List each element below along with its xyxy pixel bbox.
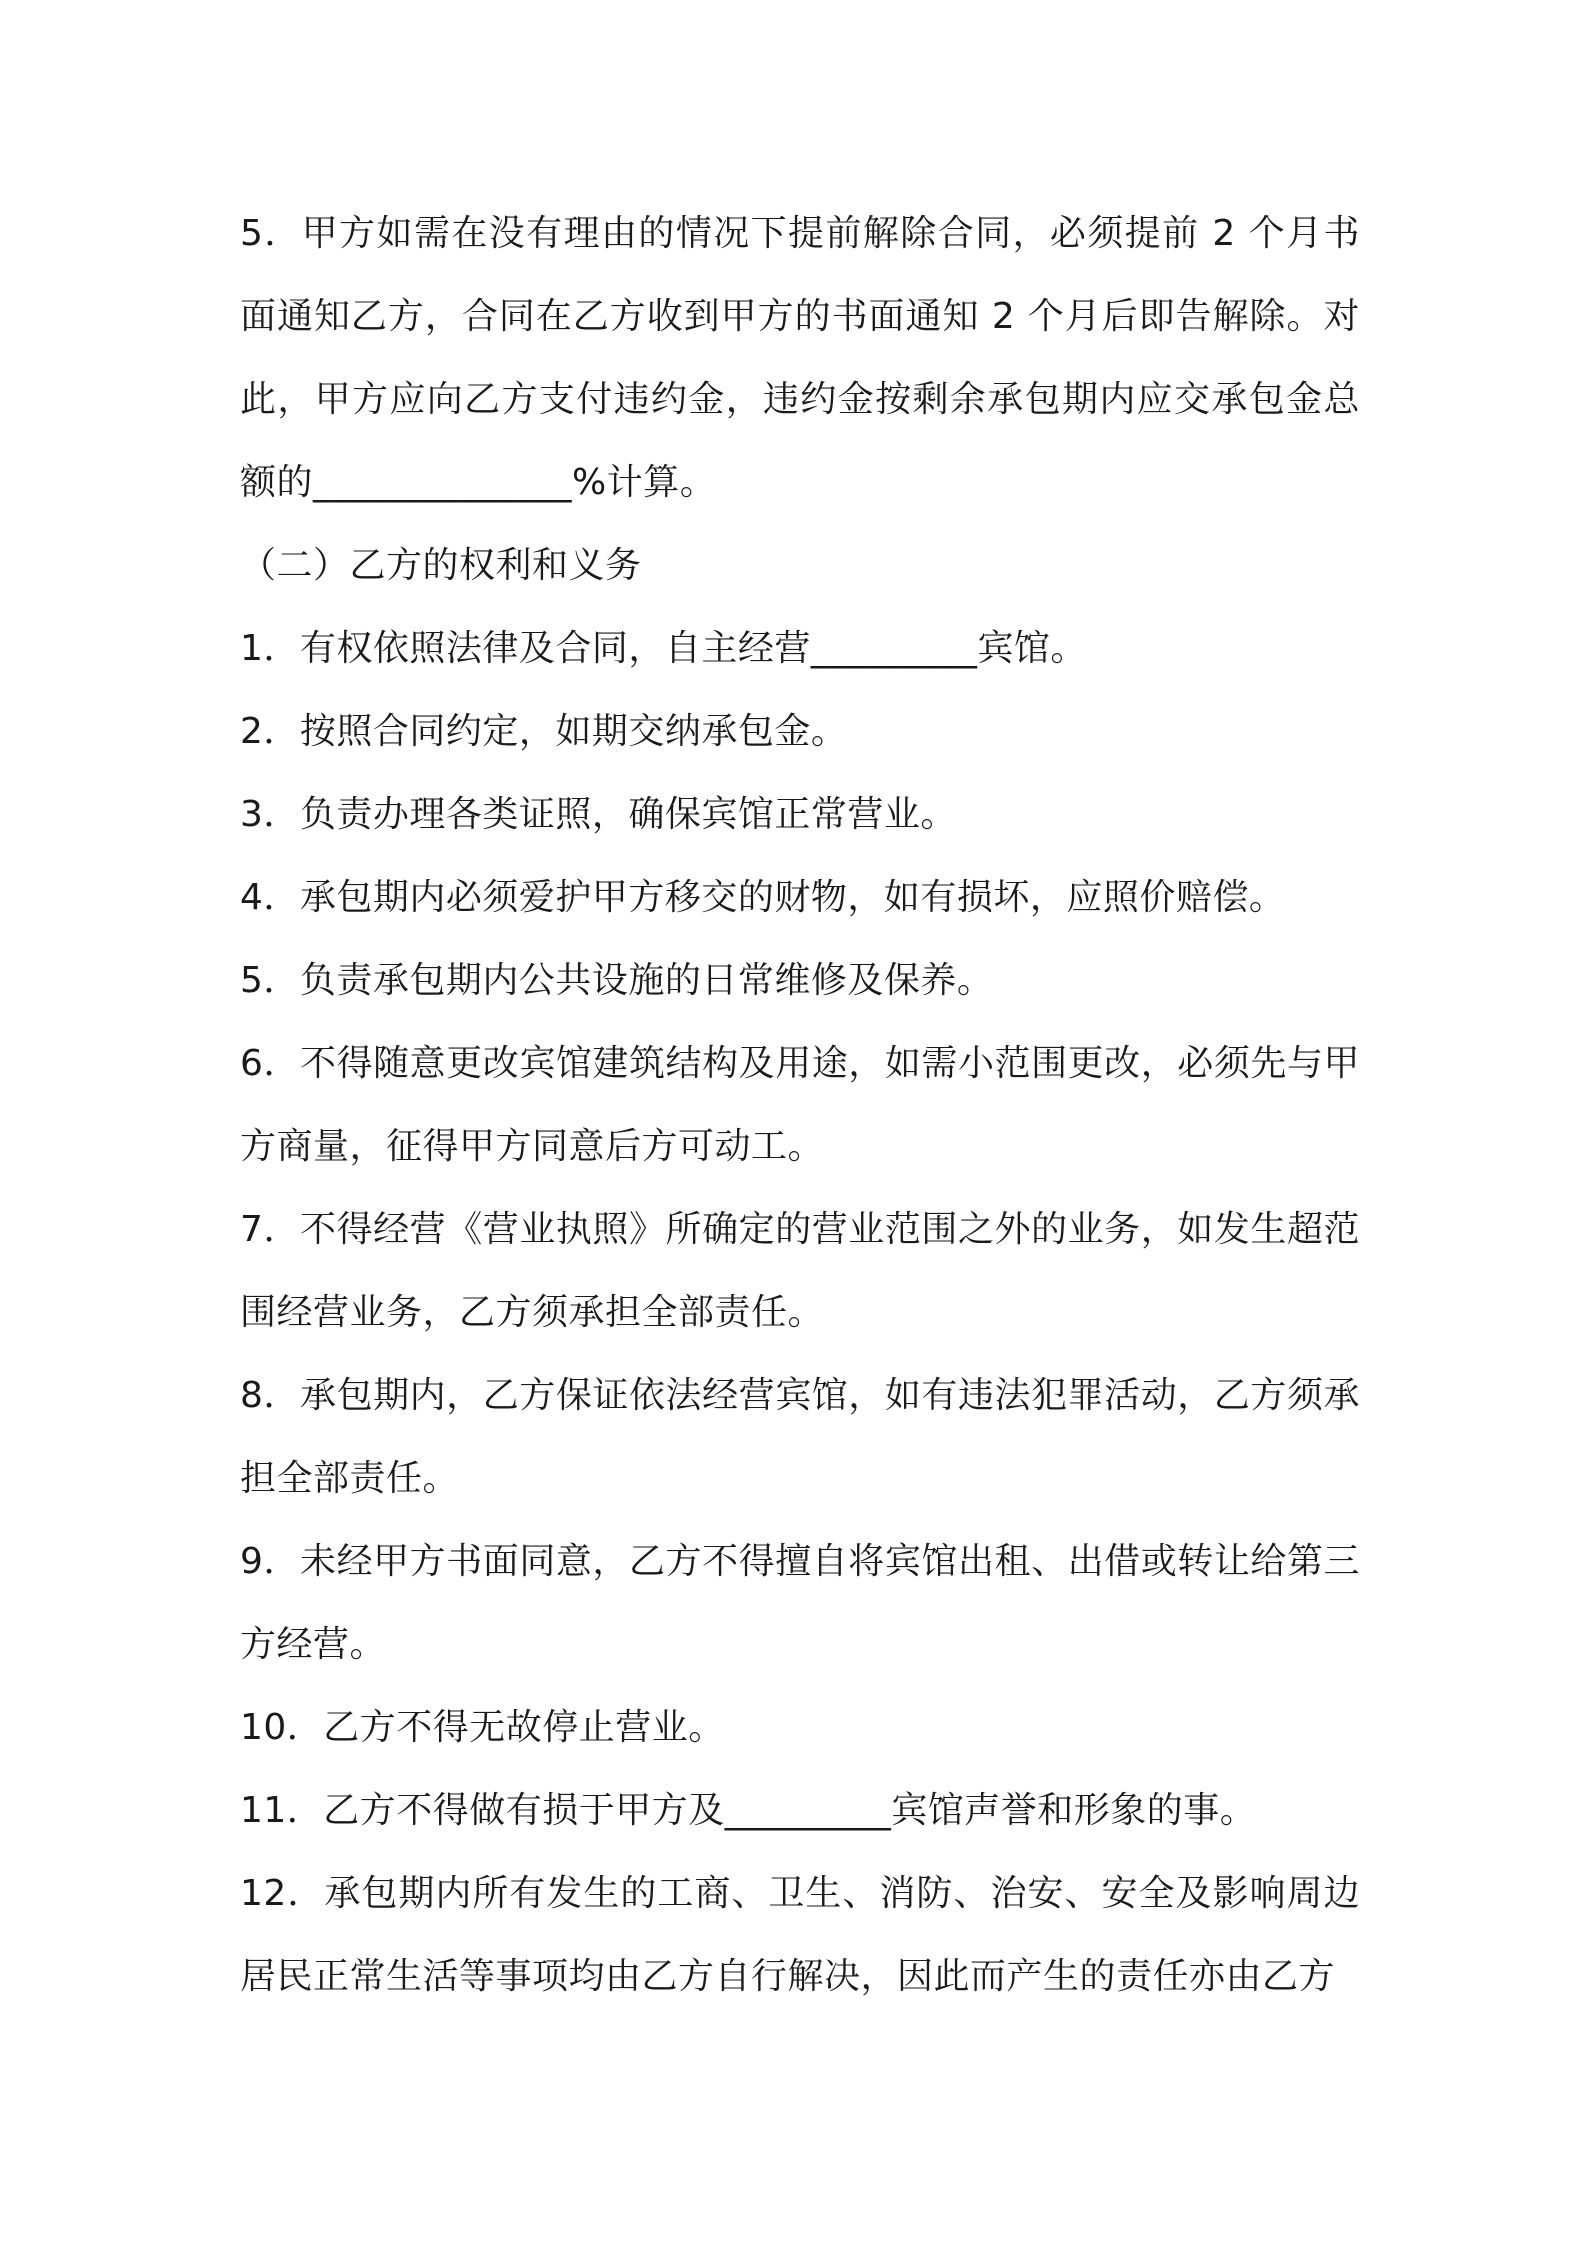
clause-b10: 10．乙方不得无故停止营业。 — [240, 1707, 725, 1748]
clause-b12: 12．承包期内所有发生的工商、卫生、消防、治安、安全及影响周边居民正常生活等事项均由乙方自行解决，因此而产生的责任亦由乙方 — [240, 1873, 1360, 1997]
clause-b5: 5．负责承包期内公共设施的日常维修及保养。 — [240, 960, 994, 1001]
clause-b11: 11．乙方不得做有损于甲方及_________宾馆声誉和形象的事。 — [240, 1790, 1257, 1831]
clause-b7: 7．不得经营《营业执照》所确定的营业范围之外的业务，如发生超范围经营业务，乙方须承担全部责任。 — [240, 1209, 1360, 1333]
section-heading-party-b-rights: （二）乙方的权利和义务 — [240, 545, 642, 586]
document-body — [240, 192, 1360, 2018]
clause-b8: 8．承包期内，乙方保证依法经营宾馆，如有违法犯罪活动，乙方须承担全部责任。 — [240, 1375, 1360, 1499]
clause-5-termination: 5．甲方如需在没有理由的情况下提前解除合同，必须提前 2 个月书面通知乙方，合同在乙方收到甲方的书面通知 2 个月后即告解除。对此，甲方应向乙方支付违约金，违约金按剩余承包期内应交承包金总额的______________%计算。 — [240, 213, 1360, 503]
clause-b2: 2．按照合同约定，如期交纳承包金。 — [240, 711, 848, 752]
clause-b3: 3．负责办理各类证照，确保宾馆正常营业。 — [240, 794, 957, 835]
clause-b9: 9．未经甲方书面同意，乙方不得擅自将宾馆出租、出借或转让给第三方经营。 — [240, 1541, 1360, 1665]
clause-b6: 6．不得随意更改宾馆建筑结构及用途，如需小范围更改，必须先与甲方商量，征得甲方同意后方可动工。 — [240, 1043, 1360, 1167]
clause-b4: 4．承包期内必须爱护甲方移交的财物，如有损坏，应照价赔偿。 — [240, 877, 1286, 918]
clause-b1: 1．有权依照法律及合同，自主经营_________宾馆。 — [240, 628, 1087, 669]
